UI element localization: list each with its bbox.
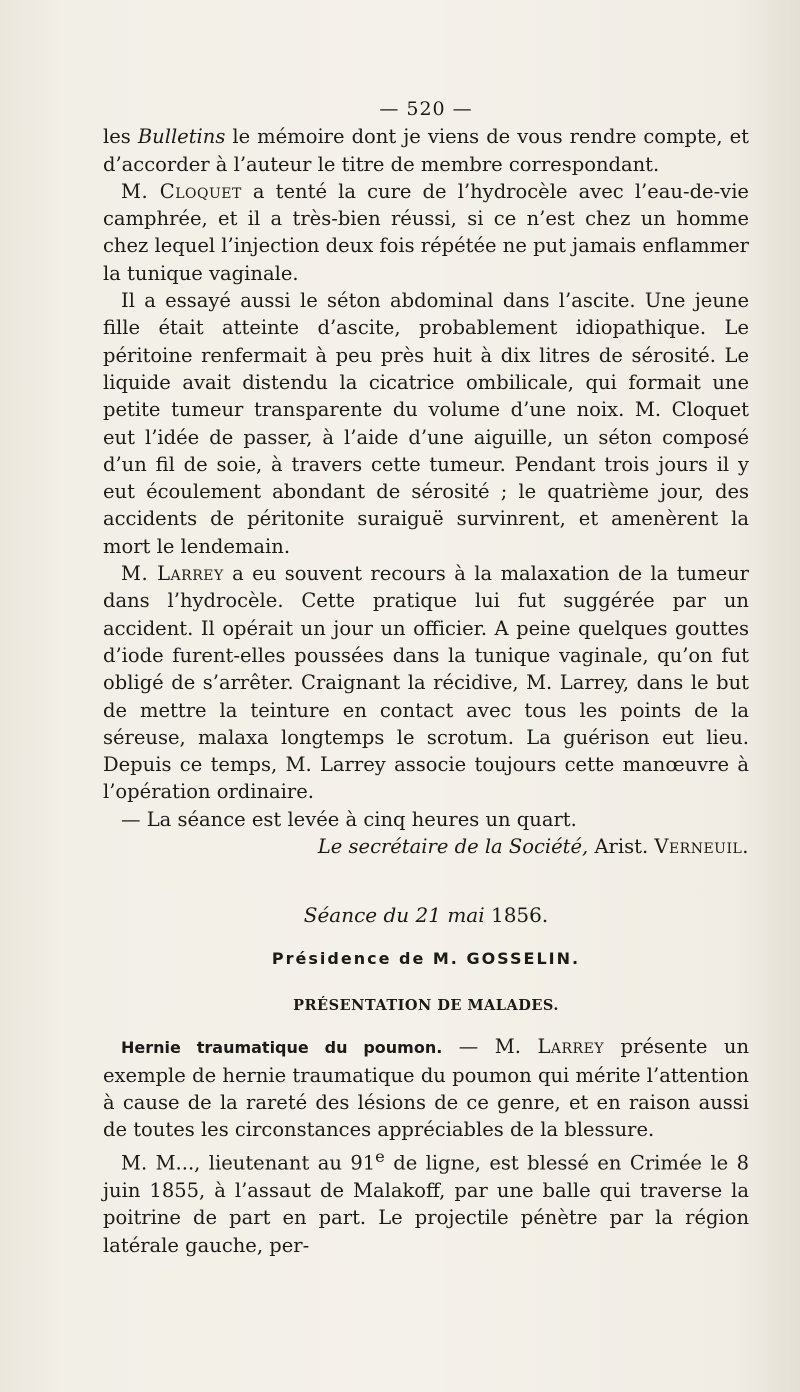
paragraph-larrey-malaxation <box>103 560 749 806</box>
secretary-name: Verneuil. <box>654 835 749 859</box>
author-name: M. Cloquet <box>121 179 242 203</box>
case-dash: — M. <box>442 1035 538 1059</box>
paragraph-bulletins <box>103 123 749 178</box>
paragraph-text: les <box>103 125 138 149</box>
secretary-signature <box>103 833 749 860</box>
paragraph-text: M. M..., lieutenant au 91 <box>121 1151 376 1175</box>
case-title: Hernie traumatique du poumon. <box>121 1038 443 1058</box>
meeting-date <box>103 902 749 929</box>
text-column <box>103 96 749 1259</box>
signature-prefix: Arist. <box>588 835 655 859</box>
paragraph-cloquet-hydrocele <box>103 178 749 287</box>
author-name: Larrey <box>537 1035 605 1059</box>
paragraph-text: présente un exemple de hernie traumatique du poumon qui mérite l’attention à cause de la rareté des lésions de ce genre, et en raison aussi de toutes les circonstances appréciables de la blessure. <box>103 1035 749 1142</box>
paragraph-text: a tenté la cure de l’hydrocèle avec l’eau-de-vie camphrée, et il a très-bien réussi, si ce n’est chez un homme chez lequel l’injection deux fois répétée ne put jamais enflammer la tunique vaginale. <box>103 179 749 285</box>
paragraph-seance-levee: — La séance est levée à cinq heures un quart. <box>121 807 577 831</box>
paragraph-text: le mémoire dont je viens de vous rendre compte, et d’accorder à l’auteur le titre de membre correspondant. <box>103 125 749 176</box>
date-day: 21 mai <box>415 903 485 928</box>
page-number: — 520 — <box>379 98 473 120</box>
paragraph-lieutenant <box>103 1143 749 1259</box>
paragraph-text: a eu souvent recours à la malaxation de la tumeur dans l’hydrocèle. Cette pratique lui fut suggérée par un accident. Il opérait un jour un officier. A peine quelques gouttes d’iode furent-elles poussées dans la tunique vaginale, qu’on fut obligé de s’arrêter. Craignant la récidive, M. Larrey, dans le but de mettre la teinture en contact avec tous les points de la séreuse, malaxa longtemps le scrotum. La guérison eut lieu. Depuis ce temps, M. Larrey associe toujours cette manœuvre à l’opération ordinaire. <box>103 562 750 804</box>
date-prefix: Séance du <box>303 903 416 928</box>
paragraph-seton-ascite: Il a essayé aussi le séton abdominal dans l’ascite. Une jeune fille était atteinte d’ascite, probablement idiopathique. Le péritoine renfermait à peu près huit à dix litres de sérosité. Le liquide avait distendu la cicatrice ombilicale, qui formait une petite tumeur transparente du volume d’une noix. M. Cloquet eut l’idée de passer, à l’aide d’une aiguille, un séton composé d’un fil de soie, à travers cette tumeur. Pendant trois jours il y eut écoulement abondant de sérosité ; le quatrième jour, des accidents de péritonite suraiguë survinrent, et amenèrent la mort le lendemain. <box>103 289 749 558</box>
ordinal-sup: e <box>375 1147 385 1167</box>
paragraph-text: de ligne, est blessé en Crimée le 8 juin 1855, à l’assaut de Malakoff, par une balle qui traverse la poitrine de part en part. Le projectile pénètre par la région latérale gauche, per- <box>103 1151 749 1257</box>
author-name: M. Larrey <box>121 562 224 586</box>
section-heading: PRÉSENTATION DE MALADES. <box>293 996 559 1014</box>
bulletins-italic: Bulletins <box>137 125 226 149</box>
paragraph-hernie <box>103 1033 749 1143</box>
secretary-role: Le secrétaire de la Société, <box>317 835 589 859</box>
presidency-heading: Présidence de M. GOSSELIN. <box>271 948 581 968</box>
date-year: 1856. <box>484 903 549 928</box>
